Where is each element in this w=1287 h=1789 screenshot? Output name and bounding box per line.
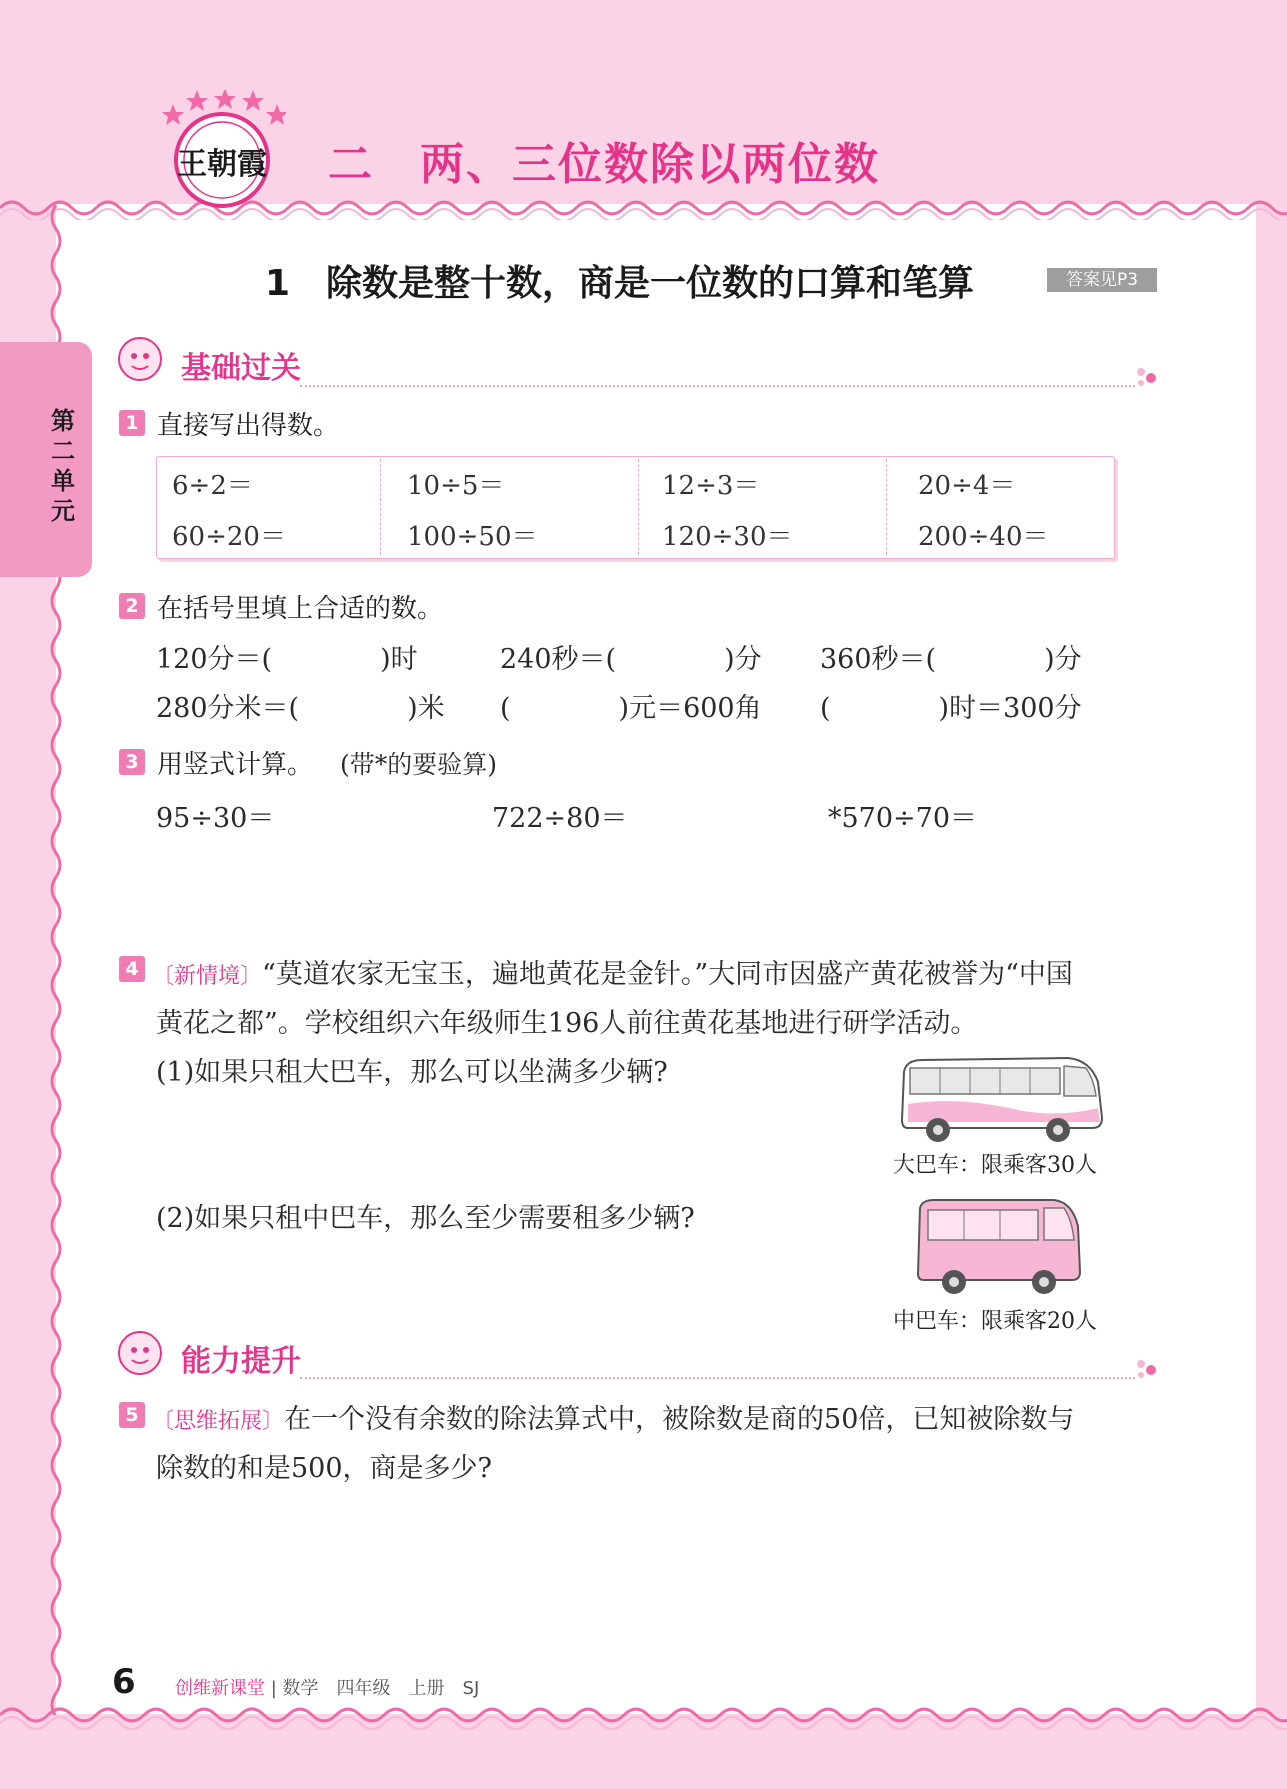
calc-item: 6÷2＝ (172, 471, 253, 501)
question-line: 在一个没有余数的除法算式中，被除数是商的50倍，已知被除数与 (284, 1404, 1075, 1435)
column-divider (638, 459, 639, 555)
question-number: 4 (119, 956, 145, 982)
bottom-wave-border (0, 1705, 1287, 1735)
sub-question: (1)如果只租大巴车，那么可以坐满多少辆? (156, 1057, 668, 1088)
fill-blank-item: 120分＝( )时 (156, 644, 418, 675)
fill-blank-item: 240秒＝( )分 (500, 644, 762, 675)
sub-question: (2)如果只租中巴车，那么至少需要租多少辆? (156, 1203, 695, 1234)
vertical-calc-item: 722÷80＝ (492, 803, 628, 834)
question-number: 1 (119, 410, 145, 436)
calc-item: 60÷20＝ (172, 522, 286, 552)
vertical-calc-item: 95÷30＝ (156, 803, 275, 834)
section-divider (300, 1377, 1135, 1379)
footer-info: 创维新课堂 | 数学 四年级 上册 SJ (175, 1678, 480, 1699)
fill-blank-item: 360秒＝( )分 (820, 644, 1082, 675)
calc-item: 200÷40＝ (918, 522, 1049, 552)
section-divider (300, 385, 1135, 387)
footer-brand: 创维新课堂 (175, 1678, 265, 1699)
mid-bus-image (914, 1196, 1084, 1298)
context-tag: 〔思维拓展〕 (152, 1409, 285, 1434)
question-line: 除数的和是500，商是多少? (156, 1453, 493, 1484)
mascot-icon (117, 1330, 163, 1376)
question-number: 2 (119, 593, 145, 619)
question-line: 黄花之都”。学校组织六年级师生196人前往黄花基地进行研学活动。 (156, 1008, 978, 1039)
question-number: 3 (119, 749, 145, 775)
section-title-basic: 基础过关 (181, 351, 301, 386)
question-line: “莫道农家无宝玉，遍地黄花是金针。”大同市因盛产黄花被誉为“中国 (262, 959, 1073, 990)
mid-bus-caption: 中巴车：限乘客20人 (893, 1309, 1097, 1334)
column-divider (380, 459, 381, 555)
unit-title: 二 两、三位数除以两位数 (328, 139, 880, 190)
fill-blank-item: ( )元＝600角 (500, 693, 762, 724)
calc-item: 10÷5＝ (407, 471, 505, 501)
fill-blank-item: ( )时＝300分 (820, 693, 1082, 724)
calc-item: 120÷30＝ (662, 522, 793, 552)
question-text: 在括号里填上合适的数。 (157, 594, 444, 624)
logo-text: 王朝霞 (177, 147, 267, 182)
unit-side-label: 第二单元 (51, 407, 75, 525)
section-title-advanced: 能力提升 (181, 1344, 301, 1379)
question-text: 直接写出得数。 (157, 411, 340, 441)
question-number: 5 (119, 1402, 145, 1428)
question-note: (带*的要验算) (340, 750, 498, 779)
brand-logo (158, 90, 286, 208)
big-bus-image (898, 1052, 1108, 1148)
calc-item: 100÷50＝ (407, 522, 538, 552)
dots-icon (1135, 1358, 1159, 1380)
question-text (152, 952, 1073, 991)
vertical-calc-item: *570÷70＝ (828, 803, 978, 834)
fill-blank-item: 280分米＝( )米 (156, 693, 445, 724)
calc-item: 12÷3＝ (662, 471, 760, 501)
column-divider (886, 459, 887, 555)
question-text: 用竖式计算。 (157, 750, 314, 780)
big-bus-caption: 大巴车：限乘客30人 (893, 1153, 1097, 1178)
answer-reference-badge: 答案见P3 (1047, 268, 1157, 292)
footer-subject: 数学 四年级 上册 SJ (282, 1678, 480, 1699)
calc-item: 20÷4＝ (918, 471, 1016, 501)
mascot-icon (117, 336, 163, 382)
context-tag: 〔新情境〕 (152, 964, 263, 989)
question-text (152, 1397, 1074, 1436)
dots-icon (1135, 366, 1159, 388)
page-number: 6 (112, 1662, 136, 1702)
lesson-title: 1 除数是整十数，商是一位数的口算和笔算 (265, 263, 975, 304)
